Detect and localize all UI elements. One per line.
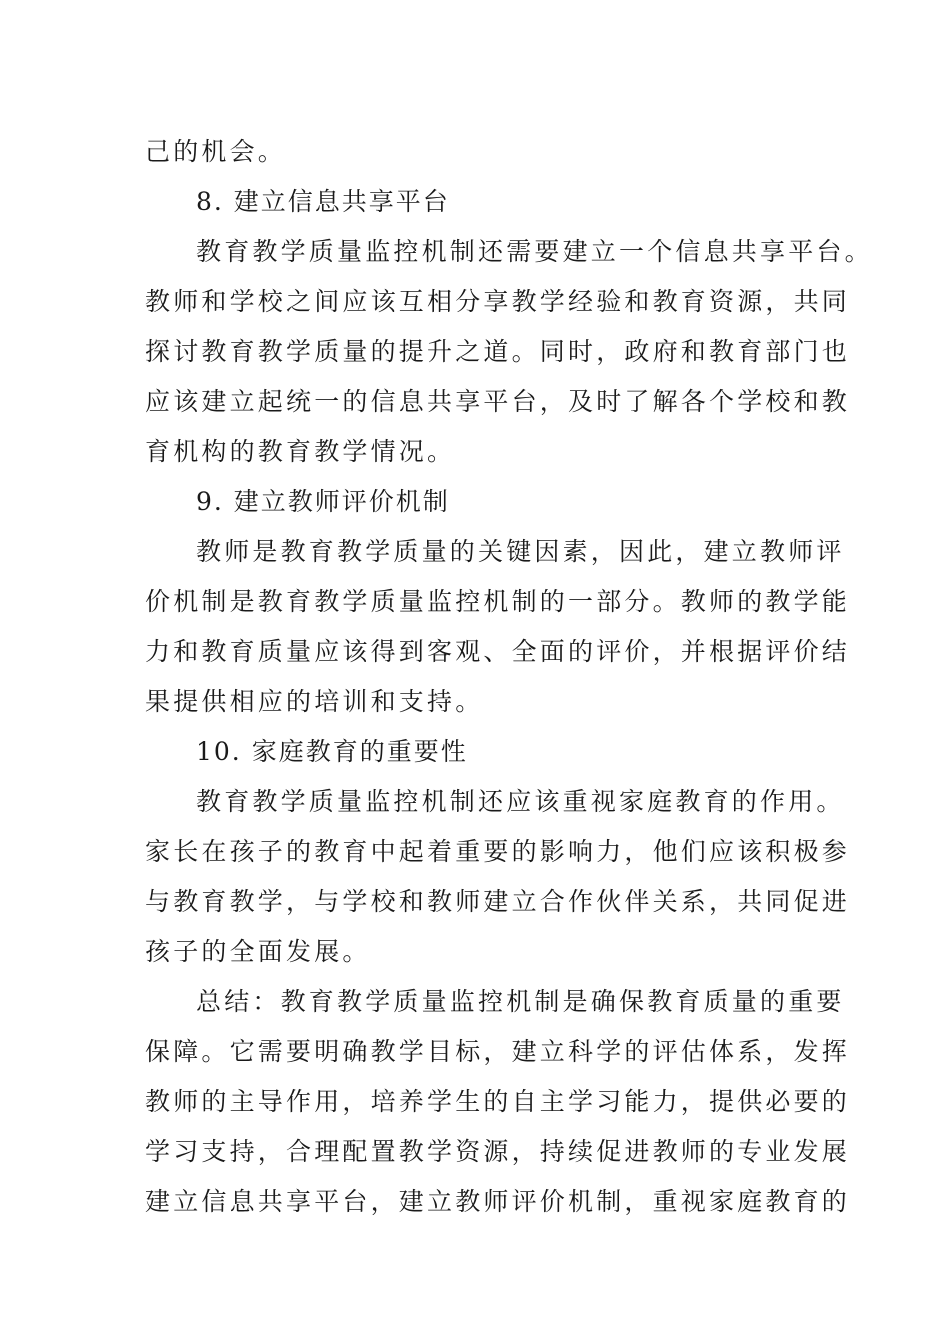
paragraph-line: 与教育教学，与学校和教师建立合作伙伴关系，共同促进: [145, 887, 851, 916]
section-heading-10: 10. 家庭教育的重要性: [196, 737, 468, 766]
paragraph-line: 学习支持，合理配置教学资源，持续促进教师的专业发展: [145, 1137, 851, 1166]
paragraph-line: 己的机会。: [145, 137, 287, 166]
paragraph-line: 果提供相应的培训和支持。: [145, 687, 484, 716]
paragraph-line: 教育教学质量监控机制还应该重视家庭教育的作用。: [196, 787, 845, 816]
paragraph-line: 应该建立起统一的信息共享平台，及时了解各个学校和教: [145, 387, 851, 416]
section-heading-9: 9. 建立教师评价机制: [196, 487, 450, 516]
paragraph-line: 教师是教育教学质量的关键因素，因此，建立教师评: [196, 537, 845, 566]
paragraph-line: 教师的主导作用，培养学生的自主学习能力，提供必要的: [145, 1087, 851, 1116]
paragraph-line: 育机构的教育教学情况。: [145, 437, 456, 466]
paragraph-line: 家长在孩子的教育中起着重要的影响力，他们应该积极参: [145, 837, 851, 866]
paragraph-line: 教师和学校之间应该互相分享教学经验和教育资源，共同: [145, 287, 851, 316]
paragraph-line: 建立信息共享平台，建立教师评价机制，重视家庭教育的: [145, 1187, 851, 1216]
paragraph-line: 教育教学质量监控机制还需要建立一个信息共享平台。: [196, 237, 873, 266]
paragraph-line: 保障。它需要明确教学目标，建立科学的评估体系，发挥: [145, 1037, 851, 1066]
paragraph-line: 孩子的全面发展。: [145, 937, 371, 966]
paragraph-line: 探讨教育教学质量的提升之道。同时，政府和教育部门也: [145, 337, 851, 366]
paragraph-line: 价机制是教育教学质量监控机制的一部分。教师的教学能: [145, 587, 851, 616]
section-heading-8: 8. 建立信息共享平台: [196, 187, 450, 216]
paragraph-line: 力和教育质量应该得到客观、全面的评价，并根据评价结: [145, 637, 851, 666]
summary-line: 总结：教育教学质量监控机制是确保教育质量的重要: [196, 987, 845, 1016]
